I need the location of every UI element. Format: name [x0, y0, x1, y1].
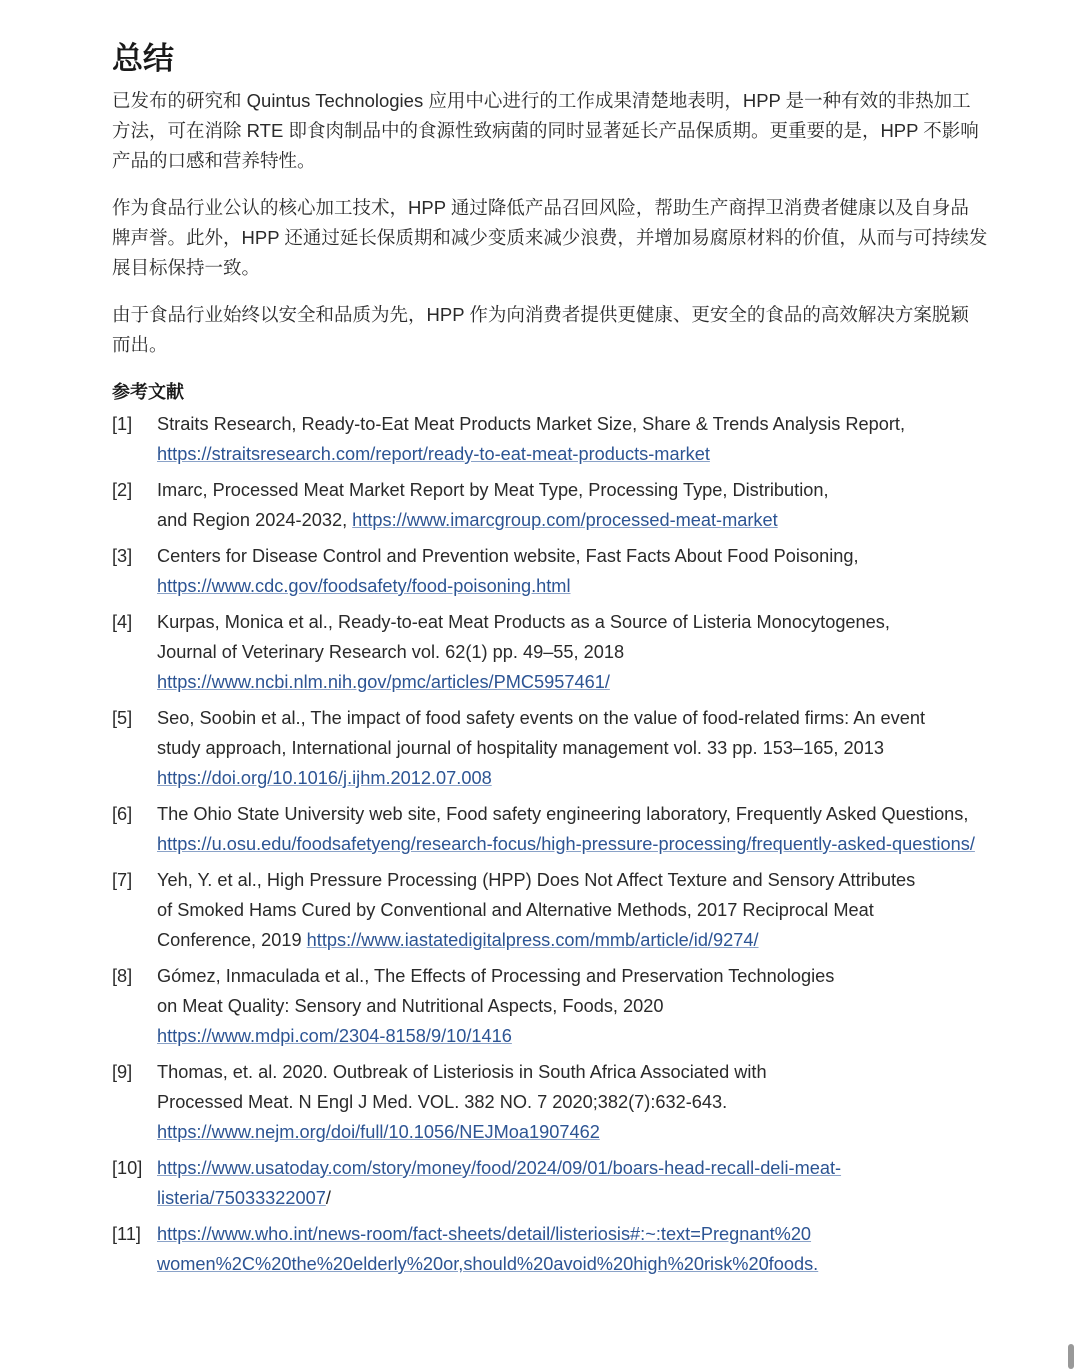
reference-number: [1] — [112, 414, 133, 434]
reference-item — [112, 703, 1012, 793]
reference-number: [7] — [112, 870, 133, 890]
reference-text-segment: Gómez, Inmaculada et al., The Effects of Processing and Preservation Technologies — [157, 966, 835, 986]
reference-text-segment: Centers for Disease Control and Prevention website, Fast Facts About Food Poisoning, — [157, 546, 859, 566]
reference-number: [6] — [112, 804, 133, 824]
reference-item — [112, 409, 1012, 469]
reference-text-segment: Imarc, Processed Meat Market Report by Meat Type, Processing Type, Distribution, — [157, 480, 829, 500]
reference-link[interactable]: https://straitsresearch.com/report/ready-to-eat-meat-products-market — [157, 444, 710, 464]
reference-text-segment: Journal of Veterinary Research vol. 62(1) pp. 49–55, 2018 — [157, 642, 625, 662]
reference-number: [5] — [112, 708, 133, 728]
reference-number: [10] — [112, 1158, 143, 1178]
scrollbar[interactable] — [1068, 1344, 1074, 1369]
reference-text — [157, 799, 1012, 859]
reference-text-segment: The Ohio State University web site, Food safety engineering laboratory, Frequently Asked Questions, — [157, 804, 969, 824]
reference-text-segment: study approach, International journal of hospitality management vol. 33 pp. 153–165, 2013 — [157, 738, 884, 758]
reference-number: [4] — [112, 612, 133, 632]
summary-paragraph — [112, 193, 1012, 283]
reference-number: [11] — [112, 1224, 141, 1244]
paragraph-line: 已发布的研究和 Quintus Technologies 应用中心进行的工作成果清楚地表明，HPP 是一种有效的非热加工 — [112, 90, 971, 111]
paragraph-line: 作为食品行业公认的核心加工技术，HPP 通过降低产品召回风险，帮助生产商捍卫消费者健康以及自身品 — [112, 197, 969, 218]
reference-text — [157, 1219, 1012, 1279]
reference-item — [112, 961, 1012, 1051]
reference-text — [157, 607, 1012, 697]
reference-text-segment: Thomas, et. al. 2020. Outbreak of Listeriosis in South Africa Associated with — [157, 1062, 767, 1082]
document-page — [112, 38, 1012, 1285]
reference-text-segment: Straits Research, Ready-to-Eat Meat Products Market Size, Share & Trends Analysis Report, — [157, 414, 906, 434]
reference-text-segment: Conference, 2019 — [157, 930, 307, 950]
paragraph-line: 牌声誉。此外，HPP 还通过延长保质期和减少变质来减少浪费，并增加易腐原材料的价值，从而与可持续发 — [112, 227, 988, 248]
reference-number: [3] — [112, 546, 133, 566]
reference-text — [157, 475, 1012, 535]
reference-text-segment: Kurpas, Monica et al., Ready-to-eat Meat Products as a Source of Listeria Monocytogenes, — [157, 612, 890, 632]
reference-text — [157, 703, 1012, 793]
reference-item — [112, 799, 1012, 859]
reference-link[interactable]: https://www.ncbi.nlm.nih.gov/pmc/articles/PMC5957461/ — [157, 672, 610, 692]
reference-link[interactable]: https://www.nejm.org/doi/full/10.1056/NEJMoa1907462 — [157, 1122, 600, 1142]
reference-number: [8] — [112, 966, 133, 986]
paragraph-line: 展目标保持一致。 — [112, 257, 261, 278]
reference-text-segment: / — [325, 1188, 331, 1208]
summary-paragraph — [112, 300, 1012, 360]
reference-link[interactable]: women%2C%20the%20elderly%20or,should%20avoid%20high%20risk%20foods. — [157, 1254, 819, 1274]
summary-paragraphs — [112, 86, 1012, 360]
reference-number: [9] — [112, 1062, 133, 1082]
reference-item — [112, 1153, 1012, 1213]
reference-link[interactable]: https://www.mdpi.com/2304-8158/9/10/1416 — [157, 1026, 512, 1046]
reference-item — [112, 865, 1012, 955]
summary-paragraph — [112, 86, 1012, 176]
paragraph-line: 产品的口感和营养特性。 — [112, 150, 316, 171]
references-heading: 参考文献 — [112, 382, 184, 402]
reference-number: [2] — [112, 480, 133, 500]
reference-text-segment: Processed Meat. N Engl J Med. VOL. 382 NO. 7 2020;382(7):632-643. — [157, 1092, 728, 1112]
paragraph-line: 而出。 — [112, 334, 168, 355]
reference-link[interactable]: listeria/75033322007 — [157, 1188, 326, 1208]
reference-link[interactable]: https://www.iastatedigitalpress.com/mmb/article/id/9274/ — [306, 930, 759, 950]
reference-link[interactable]: https://www.cdc.gov/foodsafety/food-poisoning.html — [157, 576, 571, 596]
reference-item — [112, 1219, 1012, 1279]
paragraph-line: 方法，可在消除 RTE 即食肉制品中的食源性致病菌的同时显著延长产品保质期。更重要的是，HPP 不影响 — [112, 120, 979, 141]
reference-item — [112, 541, 1012, 601]
reference-text — [157, 961, 1012, 1051]
reference-item — [112, 607, 1012, 697]
section-title: 总结 — [112, 41, 174, 76]
reference-link[interactable]: https://www.who.int/news-room/fact-sheets/detail/listeriosis#:~:text=Pregnant%20 — [157, 1224, 812, 1244]
reference-link[interactable]: https://u.osu.edu/foodsafetyeng/research-focus/high-pressure-processing/frequently-asked-questions/ — [157, 834, 975, 854]
reference-link[interactable]: https://www.imarcgroup.com/processed-meat-market — [352, 510, 778, 530]
reference-list — [112, 409, 1012, 1279]
paragraph-line: 由于食品行业始终以安全和品质为先，HPP 作为向消费者提供更健康、更安全的食品的高效解决方案脱颖 — [112, 304, 969, 325]
reference-text — [157, 409, 1012, 469]
reference-item — [112, 1057, 1012, 1147]
reference-text-segment: Seo, Soobin et al., The impact of food safety events on the value of food-related firms: An event — [157, 708, 926, 728]
reference-link[interactable]: https://www.usatoday.com/story/money/food/2024/09/01/boars-head-recall-deli-meat- — [157, 1158, 842, 1178]
reference-text-segment: on Meat Quality: Sensory and Nutritional Aspects, Foods, 2020 — [157, 996, 664, 1016]
reference-text — [157, 1057, 1012, 1147]
reference-text-segment: and Region 2024-2032, — [157, 510, 353, 530]
reference-text — [157, 541, 1012, 601]
reference-text — [157, 865, 1012, 955]
reference-text-segment: Yeh, Y. et al., High Pressure Processing (HPP) Does Not Affect Texture and Sensory Attributes — [157, 870, 916, 890]
reference-text-segment: of Smoked Hams Cured by Conventional and Alternative Methods, 2017 Reciprocal Meat — [157, 900, 874, 920]
reference-link[interactable]: https://doi.org/10.1016/j.ijhm.2012.07.008 — [157, 768, 492, 788]
reference-item — [112, 475, 1012, 535]
reference-text — [157, 1153, 1012, 1213]
